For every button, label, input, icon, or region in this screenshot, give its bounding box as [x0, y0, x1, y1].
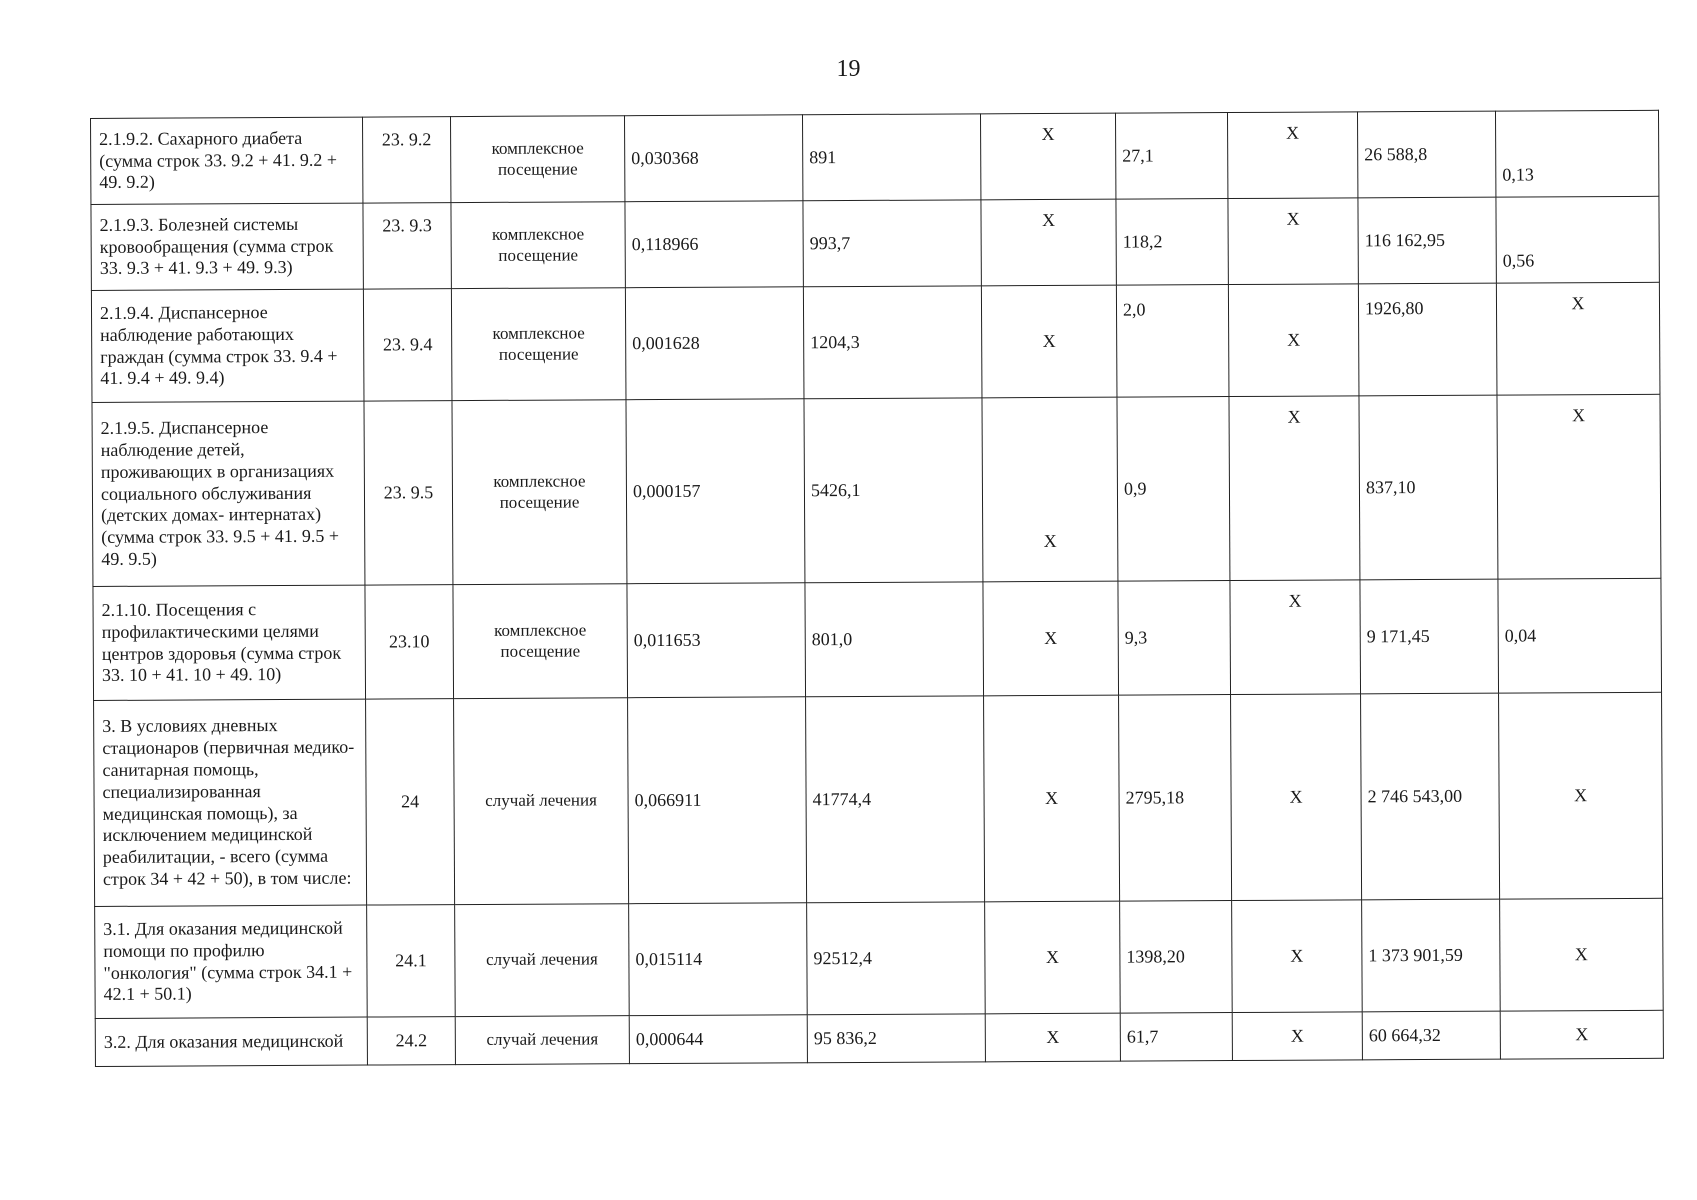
row-cost: 92512,4: [807, 902, 986, 1015]
row-col9: 2 746 543,00: [1361, 693, 1500, 900]
row-col8: X: [1230, 580, 1361, 695]
row-col10: X: [1497, 394, 1661, 579]
row-col7: 1398,20: [1120, 901, 1233, 1014]
row-col10: X: [1500, 1010, 1663, 1059]
row-col6: X: [981, 285, 1117, 398]
row-col10: 0,04: [1498, 578, 1662, 693]
row-col9: 9 171,45: [1360, 579, 1499, 694]
row-norm: 0,015114: [629, 903, 808, 1016]
row-col6: X: [983, 581, 1119, 696]
row-name: 3.2. Для оказания медицинской: [95, 1017, 367, 1066]
table-row: [92, 394, 1661, 586]
tariff-table: [90, 110, 1664, 1067]
row-norm: 0,066911: [628, 697, 807, 904]
row-col7: 61,7: [1120, 1013, 1232, 1062]
row-col10: 0,56: [1496, 196, 1659, 283]
table-row: [91, 196, 1659, 290]
row-col7: 9,3: [1118, 581, 1231, 696]
table-row: [93, 578, 1662, 700]
row-col7: 2,0: [1116, 285, 1229, 398]
row-norm: 0,118966: [625, 201, 803, 288]
row-norm: 0,000157: [626, 399, 805, 584]
row-name: 2.1.9.5. Диспансерное наблюдение детей, проживающих в организациях социального обслуживания (детских домах- интернатах) (сумма строк 33. 9.5 + 41. 9.5 + 49. 9.5): [92, 401, 365, 586]
row-col10: X: [1496, 282, 1660, 395]
row-norm: 0,000644: [629, 1015, 807, 1064]
row-col6: X: [985, 901, 1121, 1014]
row-cost: 891: [802, 114, 980, 201]
row-unit: случай лечения: [455, 904, 630, 1017]
table-row: [95, 898, 1664, 1018]
row-unit: комплексное посещение: [452, 400, 627, 585]
row-norm: 0,011653: [627, 583, 806, 698]
row-col9: 26 588,8: [1357, 111, 1495, 198]
row-col7: 27,1: [1115, 113, 1227, 200]
row-name: 2.1.9.4. Диспансерное наблюдение работающих граждан (сумма строк 33. 9.4 + 41. 9.4 + 49. 9.4): [91, 289, 364, 402]
row-code: 24.1: [367, 905, 456, 1017]
row-norm: 0,001628: [625, 287, 804, 400]
row-unit: случай лечения: [455, 1016, 629, 1065]
row-cost: 801,0: [805, 582, 984, 697]
row-col9: 1926,80: [1358, 283, 1497, 396]
row-col6: X: [981, 199, 1116, 286]
page-number: 19: [836, 56, 861, 82]
row-cost: 5426,1: [804, 398, 983, 583]
row-col10: X: [1500, 898, 1664, 1011]
row-col9: 116 162,95: [1358, 197, 1496, 284]
row-col7: 0,9: [1117, 397, 1230, 582]
row-code: 23. 9.5: [364, 401, 453, 585]
row-col8: X: [1228, 198, 1358, 285]
row-code: 23. 9.3: [363, 203, 451, 289]
row-col10: 0,13: [1495, 110, 1658, 197]
row-cost: 1204,3: [803, 286, 982, 399]
table-row: [91, 282, 1660, 402]
row-col8: X: [1228, 284, 1359, 397]
row-col9: 60 664,32: [1362, 1011, 1500, 1060]
row-col9: 1 373 901,59: [1362, 899, 1501, 1012]
row-col10: X: [1499, 692, 1663, 899]
table-row: [91, 110, 1659, 204]
row-cost: 993,7: [803, 200, 981, 287]
row-col7: 118,2: [1116, 199, 1228, 286]
row-col8: X: [1232, 900, 1363, 1013]
row-code: 24.2: [367, 1017, 455, 1065]
row-col8: X: [1229, 396, 1360, 581]
row-col6: X: [984, 695, 1120, 902]
row-unit: комплексное посещение: [453, 584, 628, 699]
row-col7: 2795,18: [1119, 695, 1232, 902]
table-row: [94, 692, 1663, 906]
row-name: 3. В условиях дневных стационаров (первичная медико-санитарная помощь, специализированная медицинская помощь), за исключением медицинской реабилитации, - всего (сумма строк 34 + 42 + 50), в том числе:: [94, 699, 367, 906]
row-col8: X: [1231, 694, 1362, 901]
row-name: 3.1. Для оказания медицинской помощи по профилю "онкология" (сумма строк 34.1 + 42.1 + 50.1): [95, 905, 368, 1018]
row-col6: X: [982, 397, 1118, 582]
row-cost: 95 836,2: [807, 1014, 985, 1063]
row-name: 2.1.9.2. Сахарного диабета (сумма строк 33. 9.2 + 41. 9.2 + 49. 9.2): [91, 117, 363, 204]
tariff-table-wrapper: [90, 110, 1663, 1067]
row-col6: X: [985, 1013, 1120, 1062]
row-name: 2.1.10. Посещения с профилактическими целями центров здоровья (сумма строк 33. 10 + 41. 10 + 49. 10): [93, 585, 366, 700]
table-row: [95, 1010, 1663, 1066]
row-col6: X: [980, 113, 1115, 200]
row-code: 23. 9.2: [362, 117, 450, 203]
row-code: 24: [366, 699, 455, 905]
row-unit: комплексное посещение: [451, 288, 626, 401]
row-norm: 0,030368: [624, 115, 802, 202]
row-col8: X: [1227, 112, 1357, 199]
row-col8: X: [1232, 1012, 1362, 1061]
row-cost: 41774,4: [806, 696, 985, 903]
row-code: 23. 9.4: [363, 289, 452, 401]
row-col9: 837,10: [1359, 395, 1498, 580]
row-code: 23.10: [365, 585, 454, 699]
row-unit: случай лечения: [454, 698, 629, 905]
row-unit: комплексное посещение: [450, 116, 624, 203]
row-name: 2.1.9.3. Болезней системы кровообращения (сумма строк 33. 9.3 + 41. 9.3 + 49. 9.3): [91, 203, 363, 290]
row-unit: комплексное посещение: [451, 202, 625, 289]
